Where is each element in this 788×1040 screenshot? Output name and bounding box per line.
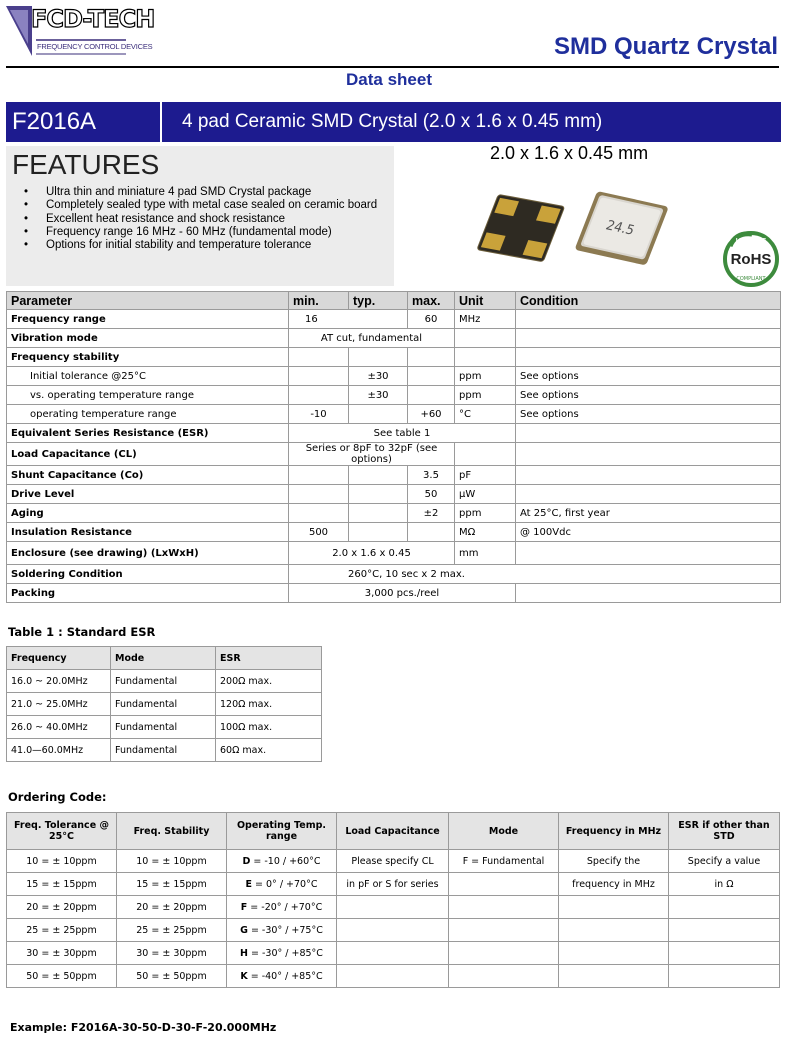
table-row <box>7 739 322 762</box>
feature-item: • Frequency range 16 MHz - 60 MHz (fundamental mode) <box>22 226 377 239</box>
unit-value: ppm <box>455 504 516 523</box>
table-row <box>7 716 322 739</box>
rohs-bottom-label: COMPLIANT <box>736 276 766 282</box>
table-row <box>7 310 781 329</box>
table-cell: 15 = ± 15ppm <box>117 873 227 896</box>
table-header-row <box>7 813 780 850</box>
unit-value: MHz <box>455 310 516 329</box>
condition-value: See options <box>516 386 781 405</box>
temp-code: E <box>245 878 253 890</box>
unit-value: mm <box>455 542 516 565</box>
table-cell <box>227 896 337 919</box>
table-cell: Fundamental <box>111 739 216 762</box>
table-row <box>7 386 781 405</box>
table-header-row <box>7 647 322 670</box>
table-cell <box>227 942 337 965</box>
temp-range: = 0° / +70°C <box>252 878 318 890</box>
table-cell: in Ω <box>669 873 780 896</box>
table-cell: 26.0 ~ 40.0MHz <box>7 716 111 739</box>
temp-code: F <box>240 901 248 913</box>
table-row <box>7 965 780 988</box>
feature-item: • Ultra thin and miniature 4 pad SMD Crystal package <box>22 186 377 199</box>
table-row <box>7 565 781 584</box>
package-dimensions: 2.0 x 1.6 x 0.45 mm <box>490 143 649 163</box>
column-header: Mode <box>449 813 559 850</box>
table-cell: Specify a value <box>669 850 780 873</box>
esr-table-title: Table 1 : Standard ESR <box>8 625 156 639</box>
logo-wordmark: FCD-TECH <box>31 5 155 33</box>
unit-value: ppm <box>455 386 516 405</box>
column-header: Operating Temp. range <box>227 813 337 850</box>
table-row <box>7 504 781 523</box>
model-number: F2016A <box>12 108 97 135</box>
temp-code: K <box>240 970 248 982</box>
param-label: Enclosure (see drawing) (LxWxH) <box>7 542 289 565</box>
table-cell: 41.0—60.0MHz <box>7 739 111 762</box>
column-header: Mode <box>111 647 216 670</box>
param-value: 3,000 pcs./reel <box>289 584 516 603</box>
param-label: Drive Level <box>7 485 289 504</box>
table-cell: Fundamental <box>111 716 216 739</box>
table-row <box>7 367 781 386</box>
table-cell: 25 = ± 25ppm <box>117 919 227 942</box>
param-label: Initial tolerance @25°C <box>7 367 289 386</box>
param-label: vs. operating temperature range <box>7 386 289 405</box>
logo-tagline: FREQUENCY CONTROL DEVICES <box>37 42 153 51</box>
table-row <box>7 942 780 965</box>
table-row <box>7 523 781 542</box>
param-value: 2.0 x 1.6 x 0.45 <box>289 542 455 565</box>
table-cell: 10 = ± 10ppm <box>7 850 117 873</box>
unit-value: pF <box>455 466 516 485</box>
column-header: ESR if other than STD <box>669 813 780 850</box>
temp-code: H <box>240 947 248 959</box>
param-label: operating temperature range <box>7 405 289 424</box>
table-row <box>7 670 322 693</box>
table-cell: 20 = ± 20ppm <box>117 896 227 919</box>
table-row <box>7 348 781 367</box>
condition-value: See options <box>516 405 781 424</box>
table-row <box>7 919 780 942</box>
table-row <box>7 405 781 424</box>
table-cell: F = Fundamental <box>449 850 559 873</box>
table-row <box>7 466 781 485</box>
table-cell: 60Ω max. <box>216 739 322 762</box>
table-cell <box>227 873 337 896</box>
temp-range: = -30° / +75°C <box>247 924 323 936</box>
table-cell: 16.0 ~ 20.0MHz <box>7 670 111 693</box>
min-value: 16 <box>289 310 408 329</box>
specifications-table <box>6 291 781 603</box>
temp-range: = -40° / +85°C <box>247 970 323 982</box>
max-value: ±2 <box>408 504 455 523</box>
param-label: Shunt Capacitance (Co) <box>7 466 289 485</box>
param-value: AT cut, fundamental <box>289 329 455 348</box>
table-cell: 50 = ± 50ppm <box>7 965 117 988</box>
column-header: Unit <box>455 292 516 310</box>
param-label: Frequency range <box>7 310 289 329</box>
document-title: SMD Quartz Crystal <box>553 33 778 60</box>
column-header: ESR <box>216 647 322 670</box>
column-header: Parameter <box>7 292 289 310</box>
temp-code: G <box>240 924 248 936</box>
table-cell: Fundamental <box>111 670 216 693</box>
table-row <box>7 693 322 716</box>
max-value: 3.5 <box>408 466 455 485</box>
param-value: 260°C, 10 sec x 2 max. <box>289 565 781 584</box>
column-header: Load Capacitance <box>337 813 449 850</box>
typ-value: ±30 <box>349 367 408 386</box>
condition-value: At 25°C, first year <box>516 504 781 523</box>
column-header: Frequency in MHz <box>559 813 669 850</box>
table-row <box>7 542 781 565</box>
crystal-product-image <box>474 190 674 270</box>
unit-value: °C <box>455 405 516 424</box>
min-value: -10 <box>289 405 349 424</box>
param-label: Insulation Resistance <box>7 523 289 542</box>
column-header: min. <box>289 292 349 310</box>
table-cell: in pF or S for series <box>337 873 449 896</box>
feature-item: • Excellent heat resistance and shock resistance <box>22 213 377 226</box>
min-value: 500 <box>289 523 349 542</box>
feature-item: • Completely sealed type with metal case sealed on ceramic board <box>22 199 377 212</box>
max-value: +60 <box>408 405 455 424</box>
condition-value: @ 100Vdc <box>516 523 781 542</box>
param-label: Vibration mode <box>7 329 289 348</box>
header-divider <box>6 66 779 68</box>
column-header: Frequency <box>7 647 111 670</box>
table-row <box>7 873 780 896</box>
rohs-compliance-badge <box>722 228 780 290</box>
table-header-row <box>7 292 781 310</box>
document-subtitle: Data sheet <box>346 70 432 89</box>
ordering-code-title: Ordering Code: <box>8 790 107 804</box>
param-label: Aging <box>7 504 289 523</box>
table-row <box>7 850 780 873</box>
features-title: FEATURES <box>12 149 160 180</box>
table-cell: Please specify CL <box>337 850 449 873</box>
table-cell: 30 = ± 30ppm <box>7 942 117 965</box>
unit-value: µW <box>455 485 516 504</box>
temp-range: = -10 / +60°C <box>250 855 321 867</box>
param-label: Frequency stability <box>7 348 289 367</box>
table-cell: Fundamental <box>111 693 216 716</box>
ordering-code-table <box>6 812 780 988</box>
table-cell: 15 = ± 15ppm <box>7 873 117 896</box>
rohs-label: RoHS <box>730 251 772 268</box>
param-value: Series or 8pF to 32pF (see options) <box>289 443 455 466</box>
param-label: Soldering Condition <box>7 565 289 584</box>
table-cell <box>227 919 337 942</box>
max-value: 50 <box>408 485 455 504</box>
table-row <box>7 424 781 443</box>
param-value: See table 1 <box>289 424 516 443</box>
table-cell: 100Ω max. <box>216 716 322 739</box>
table-cell: 50 = ± 50ppm <box>117 965 227 988</box>
param-label: Load Capacitance (CL) <box>7 443 289 466</box>
feature-item: • Options for initial stability and temperature tolerance <box>22 239 377 252</box>
temp-code: D <box>242 855 251 867</box>
param-label: Packing <box>7 584 289 603</box>
column-header: Freq. Stability <box>117 813 227 850</box>
typ-value: ±30 <box>349 386 408 405</box>
column-header: typ. <box>349 292 408 310</box>
table-cell: 10 = ± 10ppm <box>117 850 227 873</box>
unit-value: MΩ <box>455 523 516 542</box>
unit-value: ppm <box>455 367 516 386</box>
table-row <box>7 584 781 603</box>
table-row <box>7 485 781 504</box>
max-value: 60 <box>408 310 455 329</box>
table-cell: Specify the <box>559 850 669 873</box>
product-description: 4 pad Ceramic SMD Crystal (2.0 x 1.6 x 0.45 mm) <box>182 111 603 132</box>
table-row <box>7 896 780 919</box>
temp-range: = -30° / +85°C <box>248 947 323 959</box>
features-list <box>22 186 377 252</box>
condition-value: See options <box>516 367 781 386</box>
ordering-example: Example: F2016A-30-50-D-30-F-20.000MHz <box>10 1021 277 1034</box>
table-cell: frequency in MHz <box>559 873 669 896</box>
column-header: Condition <box>516 292 781 310</box>
table-cell <box>449 873 559 896</box>
param-label: Equivalent Series Resistance (ESR) <box>7 424 289 443</box>
table-cell: 200Ω max. <box>216 670 322 693</box>
table-cell: 30 = ± 30ppm <box>117 942 227 965</box>
table-cell: 25 = ± 25ppm <box>7 919 117 942</box>
table-cell: 20 = ± 20ppm <box>7 896 117 919</box>
table-cell: 120Ω max. <box>216 693 322 716</box>
rohs-top-label: LEAD FREE <box>735 238 767 244</box>
table-row <box>7 329 781 348</box>
crystal-marking: 24.5 <box>603 218 637 239</box>
table-cell: 21.0 ~ 25.0MHz <box>7 693 111 716</box>
table-row <box>7 443 781 466</box>
column-header: Freq. Tolerance @ 25°C <box>7 813 117 850</box>
table-cell <box>227 850 337 873</box>
temp-range: = -20° / +70°C <box>247 901 323 913</box>
column-header: max. <box>408 292 455 310</box>
esr-table <box>6 646 322 762</box>
table-cell <box>227 965 337 988</box>
